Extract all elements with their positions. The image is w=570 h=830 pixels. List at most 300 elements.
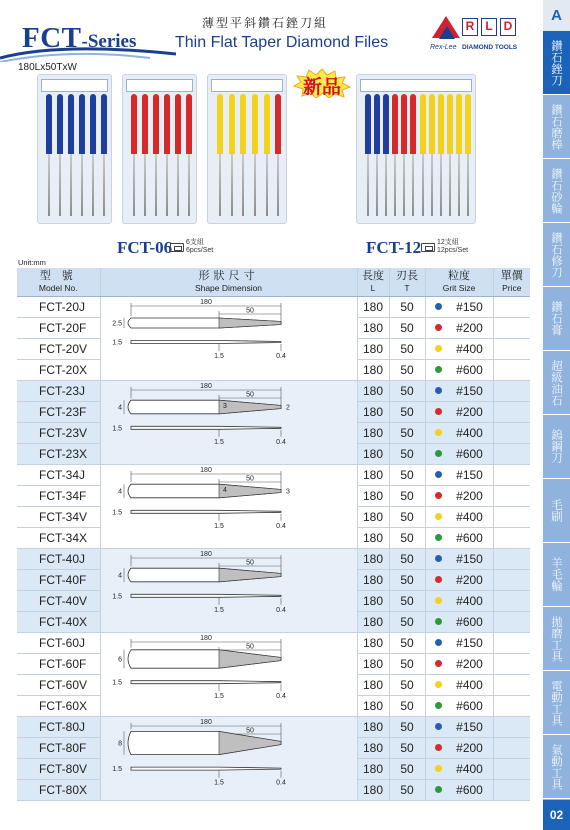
- grit-label: #600: [456, 782, 483, 797]
- file-shaft: [449, 154, 451, 216]
- file-side-view: [131, 340, 281, 343]
- file-shaft: [144, 154, 146, 216]
- grit-color-dot-icon: [435, 492, 442, 499]
- grit-value: [435, 594, 483, 608]
- grit-value: [435, 636, 483, 650]
- side-tab-item[interactable]: [543, 31, 570, 95]
- header-blade-cn: 刃長: [396, 270, 418, 283]
- price-cell: [493, 695, 530, 716]
- file-side-view: [131, 594, 281, 597]
- file-handle: [438, 94, 444, 154]
- section-letter: A: [543, 0, 570, 31]
- side-tab-label: 鑽石膏: [550, 301, 564, 336]
- dim-thickness-side-label: 1.5: [111, 424, 122, 432]
- length-cell: 180: [357, 422, 389, 443]
- grit-label: #600: [456, 362, 483, 377]
- side-tab-item[interactable]: [543, 671, 570, 735]
- product-photo: [37, 74, 112, 224]
- dim-end-label: 0.4: [275, 692, 286, 700]
- file-handle: [240, 94, 246, 154]
- file-shaft: [431, 154, 433, 216]
- unit-label: Unit:mm: [18, 258, 46, 267]
- file-handle: [175, 94, 181, 154]
- file-shaft: [467, 154, 469, 216]
- file-shaft: [385, 154, 387, 216]
- file-handle: [46, 94, 52, 154]
- set6-label: FCT-06: [117, 238, 173, 257]
- set6-qty-en: 6pcs/Set: [186, 247, 214, 254]
- file-handle: [392, 94, 398, 154]
- file-blade-area: [219, 400, 281, 414]
- length-cell: 180: [357, 779, 389, 800]
- header-shape-en: Shape Dimension: [194, 283, 263, 294]
- file-shaft: [277, 154, 279, 216]
- length-cell: 180: [357, 611, 389, 632]
- price-cell: [493, 548, 530, 569]
- blade-cell: 50: [389, 611, 425, 632]
- grit-color-dot-icon: [435, 555, 442, 562]
- dim-total-label: 180: [199, 382, 212, 390]
- model-cell: FCT-80V: [17, 758, 100, 779]
- grit-cell: [425, 758, 493, 779]
- file-shaft: [394, 154, 396, 216]
- dim-blade-label: 50: [245, 307, 254, 314]
- shape-drawing: [101, 549, 358, 633]
- side-tab-item[interactable]: [543, 543, 570, 607]
- price-cell: [493, 443, 530, 464]
- header-grit-en: Grit Size: [442, 283, 476, 294]
- side-tab-label: 鑽石磨棒: [550, 103, 564, 150]
- grit-value: [435, 363, 483, 377]
- grit-cell: [425, 359, 493, 380]
- file-handle: [429, 94, 435, 154]
- side-tab-item[interactable]: [543, 735, 570, 799]
- grit-value: [435, 552, 483, 566]
- grit-value: [435, 300, 483, 314]
- dim-thickness-side-label: 1.5: [111, 339, 122, 346]
- blade-cell: 50: [389, 380, 425, 401]
- grit-value: [435, 342, 483, 356]
- header-grit-cn: 粒度: [448, 270, 470, 283]
- grit-cell: [425, 485, 493, 506]
- blade-cell: 50: [389, 485, 425, 506]
- length-cell: 180: [357, 590, 389, 611]
- grit-value: [435, 678, 483, 692]
- file-shaft: [412, 154, 414, 216]
- grit-color-dot-icon: [435, 744, 442, 751]
- length-cell: 180: [357, 716, 389, 737]
- new-badge: [291, 68, 353, 98]
- price-cell: [493, 611, 530, 632]
- grit-color-dot-icon: [435, 618, 442, 625]
- file-shaft: [59, 154, 61, 216]
- header-shape: [100, 268, 357, 296]
- set12-qty: [437, 239, 468, 255]
- table-row: [17, 548, 530, 569]
- side-tab-label: 氣動工具: [550, 743, 564, 790]
- header-price-en: Price: [502, 283, 522, 294]
- price-cell: [493, 737, 530, 758]
- blade-cell: 50: [389, 422, 425, 443]
- grit-label: #150: [456, 467, 483, 482]
- side-tab-item[interactable]: [543, 95, 570, 159]
- file-handle: [252, 94, 258, 154]
- grit-cell: [425, 380, 493, 401]
- grit-label: #200: [456, 572, 483, 587]
- set6-qty-cn: 6支組: [186, 239, 204, 246]
- length-cell: 180: [357, 674, 389, 695]
- file-shaft: [440, 154, 442, 216]
- model-cell: FCT-20F: [17, 317, 100, 338]
- length-cell: 180: [357, 506, 389, 527]
- file-blade-area: [219, 484, 281, 498]
- grit-cell: [425, 737, 493, 758]
- table-row: [17, 716, 530, 737]
- spec-table: [17, 268, 530, 801]
- header-grit: [425, 268, 493, 296]
- grit-label: #400: [456, 677, 483, 692]
- grit-cell: [425, 338, 493, 359]
- side-tab-item[interactable]: [543, 607, 570, 671]
- grit-value: [435, 615, 483, 629]
- grit-label: #200: [456, 656, 483, 671]
- file-shaft: [266, 154, 268, 216]
- side-tab-item[interactable]: [543, 351, 570, 415]
- model-cell: FCT-60X: [17, 695, 100, 716]
- grit-value: [435, 489, 483, 503]
- file-handle: [410, 94, 416, 154]
- dim-total-label: 180: [199, 298, 212, 306]
- length-cell: 180: [357, 653, 389, 674]
- file-side-view: [131, 767, 281, 770]
- blade-cell: 50: [389, 632, 425, 653]
- length-cell: 180: [357, 569, 389, 590]
- model-cell: FCT-34J: [17, 464, 100, 485]
- file-handle: [57, 94, 63, 154]
- dim-width-label: 4: [117, 572, 122, 579]
- file-shaft: [219, 154, 221, 216]
- set12-qty-en: 12pcs/Set: [437, 247, 469, 254]
- file-shaft: [376, 154, 378, 216]
- file-handle: [101, 94, 107, 154]
- dim-thickness-label: 1.5: [213, 522, 224, 530]
- grit-label: #200: [456, 404, 483, 419]
- dim-blade-label: 50: [245, 727, 254, 734]
- logo-letters: [462, 18, 516, 36]
- length-cell: 180: [357, 317, 389, 338]
- dim-end-label: 0.4: [275, 606, 286, 614]
- logo-brand: Rex-Lee: [430, 44, 457, 51]
- file-handle: [465, 94, 471, 154]
- side-tab-label: 電動工具: [550, 679, 564, 726]
- file-handle: [365, 94, 371, 154]
- file-handle: [131, 94, 137, 154]
- grit-label: #400: [456, 341, 483, 356]
- dim-mid-label: 3: [222, 402, 227, 410]
- grit-color-dot-icon: [435, 660, 442, 667]
- side-nav: [543, 0, 570, 830]
- header-shape-cn: 形狀尺寸: [198, 270, 259, 283]
- side-tab-label: 超級油石: [550, 359, 564, 406]
- file-shaft: [92, 154, 94, 216]
- file-handle: [264, 94, 270, 154]
- set12-box-icon: [421, 243, 435, 252]
- dim-thickness-label: 1.5: [213, 352, 224, 360]
- dim-blade-label: 50: [245, 475, 254, 482]
- dim-tip-label: 3: [285, 488, 290, 495]
- blade-cell: 50: [389, 590, 425, 611]
- grit-value: [435, 720, 483, 734]
- side-tab-label: 鎢鋼刀: [550, 429, 564, 464]
- model-cell: FCT-40V: [17, 590, 100, 611]
- header-model-en: Model No.: [38, 283, 78, 294]
- grit-label: #200: [456, 740, 483, 755]
- grit-value: [435, 321, 483, 335]
- grit-value: [435, 783, 483, 797]
- price-cell: [493, 716, 530, 737]
- length-cell: 180: [357, 632, 389, 653]
- model-cell: FCT-80J: [17, 716, 100, 737]
- grit-color-dot-icon: [435, 303, 442, 310]
- shape-cell: [100, 464, 357, 548]
- price-cell: [493, 359, 530, 380]
- header-length: [357, 268, 389, 296]
- length-cell: 180: [357, 380, 389, 401]
- grit-color-dot-icon: [435, 513, 442, 520]
- price-cell: [493, 317, 530, 338]
- series-main: FCT: [22, 22, 82, 54]
- grit-color-dot-icon: [435, 387, 442, 394]
- grit-value: [435, 405, 483, 419]
- file-shaft: [177, 154, 179, 216]
- grit-value: [435, 426, 483, 440]
- grit-label: #400: [456, 425, 483, 440]
- file-shaft: [254, 154, 256, 216]
- model-cell: FCT-23V: [17, 422, 100, 443]
- dim-blade-label: 50: [245, 559, 254, 566]
- grit-color-dot-icon: [435, 786, 442, 793]
- price-cell: [493, 674, 530, 695]
- set12-qty-cn: 12支組: [437, 239, 459, 246]
- dim-blade-label: 50: [245, 643, 254, 650]
- product-photo: [356, 74, 476, 224]
- side-tab-item[interactable]: [543, 159, 570, 223]
- logo-tagline: DIAMOND TOOLS: [462, 44, 518, 51]
- grit-label: #200: [456, 320, 483, 335]
- set12-label: FCT-12: [366, 238, 422, 257]
- model-cell: FCT-40J: [17, 548, 100, 569]
- new-badge-text: 新品: [302, 77, 341, 98]
- file-shaft: [155, 154, 157, 216]
- grit-value: [435, 699, 483, 713]
- model-cell: FCT-34V: [17, 506, 100, 527]
- grit-label: #600: [456, 614, 483, 629]
- grit-value: [435, 573, 483, 587]
- file-shaft: [133, 154, 135, 216]
- grit-label: #400: [456, 509, 483, 524]
- grit-cell: [425, 590, 493, 611]
- model-cell: FCT-20V: [17, 338, 100, 359]
- grit-color-dot-icon: [435, 765, 442, 772]
- grit-cell: [425, 779, 493, 800]
- grit-cell: [425, 695, 493, 716]
- dim-width-label: 8: [117, 740, 122, 747]
- grit-label: #150: [456, 383, 483, 398]
- dim-width-label: 6: [117, 656, 122, 663]
- side-tab-label: 拋磨工具: [550, 615, 564, 662]
- dim-thickness-label: 1.5: [213, 779, 224, 787]
- dim-width-label: 2.5: [111, 320, 122, 327]
- model-cell: FCT-23F: [17, 401, 100, 422]
- side-tab-label: 鑽石銼刀: [550, 39, 564, 86]
- file-handle: [142, 94, 148, 154]
- grit-label: #200: [456, 488, 483, 503]
- file-handle: [447, 94, 453, 154]
- title-english: Thin Flat Taper Diamond Files: [175, 34, 389, 51]
- price-cell: [493, 401, 530, 422]
- dim-thickness-side-label: 1.5: [111, 592, 122, 600]
- grit-color-dot-icon: [435, 429, 442, 436]
- model-cell: FCT-34F: [17, 485, 100, 506]
- blade-cell: 50: [389, 527, 425, 548]
- grit-cell: [425, 716, 493, 737]
- header-length-en: L: [370, 283, 376, 294]
- file-blade-area: [219, 318, 281, 328]
- model-cell: FCT-60F: [17, 653, 100, 674]
- blade-cell: 50: [389, 443, 425, 464]
- package-header: [360, 79, 472, 92]
- shape-cell: [100, 296, 357, 380]
- dim-total-label: 180: [199, 718, 212, 726]
- file-handle: [275, 94, 281, 154]
- side-tab-label: 鑽石修刀: [550, 231, 564, 278]
- file-blade-area: [219, 731, 281, 754]
- shape-drawing: [101, 717, 358, 801]
- set6-qty: [186, 239, 213, 255]
- logo-letter: R: [462, 18, 478, 36]
- file-handle: [164, 94, 170, 154]
- dimension-note: 180Lx50TxW: [18, 62, 77, 73]
- length-cell: 180: [357, 527, 389, 548]
- table-row: [17, 632, 530, 653]
- grit-cell: [425, 443, 493, 464]
- package-header: [41, 79, 108, 92]
- model-cell: FCT-80X: [17, 779, 100, 800]
- dim-width-label: 4: [117, 404, 122, 411]
- page-number: 02: [543, 800, 570, 830]
- grit-color-dot-icon: [435, 366, 442, 373]
- grit-value: [435, 762, 483, 776]
- header-model: [17, 268, 100, 296]
- side-tab-item[interactable]: [543, 223, 570, 287]
- grit-value: [435, 468, 483, 482]
- price-cell: [493, 422, 530, 443]
- shape-drawing: [101, 381, 358, 465]
- length-cell: 180: [357, 737, 389, 758]
- file-handle: [374, 94, 380, 154]
- file-shaft: [242, 154, 244, 216]
- file-handle: [401, 94, 407, 154]
- grit-cell: [425, 569, 493, 590]
- blade-cell: 50: [389, 758, 425, 779]
- grit-label: #600: [456, 698, 483, 713]
- grit-cell: [425, 317, 493, 338]
- model-cell: FCT-20J: [17, 296, 100, 317]
- grit-label: #150: [456, 719, 483, 734]
- side-tab-label: 毛刷: [550, 499, 564, 522]
- blade-cell: 50: [389, 338, 425, 359]
- file-shaft: [231, 154, 233, 216]
- shape-drawing: [101, 297, 358, 381]
- dim-total-label: 180: [199, 634, 212, 642]
- grit-value: [435, 657, 483, 671]
- blade-cell: 50: [389, 716, 425, 737]
- grit-color-dot-icon: [435, 702, 442, 709]
- file-side-view: [131, 426, 281, 429]
- grit-color-dot-icon: [435, 450, 442, 457]
- model-cell: FCT-23X: [17, 443, 100, 464]
- product-photo: [207, 74, 287, 224]
- price-cell: [493, 653, 530, 674]
- file-shaft: [403, 154, 405, 216]
- grit-color-dot-icon: [435, 681, 442, 688]
- side-tab-item[interactable]: [543, 415, 570, 479]
- grit-value: [435, 741, 483, 755]
- blade-cell: 50: [389, 695, 425, 716]
- shape-cell: [100, 632, 357, 716]
- file-handle: [217, 94, 223, 154]
- grit-cell: [425, 422, 493, 443]
- price-cell: [493, 632, 530, 653]
- file-side-view: [131, 510, 281, 513]
- blade-cell: 50: [389, 779, 425, 800]
- grit-cell: [425, 632, 493, 653]
- file-handle: [68, 94, 74, 154]
- dim-width-label: 4: [117, 488, 122, 495]
- dim-mid-label: 4: [222, 486, 227, 494]
- grit-cell: [425, 674, 493, 695]
- dim-end-label: 0.4: [275, 438, 286, 446]
- grit-label: #600: [456, 446, 483, 461]
- blade-cell: 50: [389, 569, 425, 590]
- model-cell: FCT-34X: [17, 527, 100, 548]
- grit-color-dot-icon: [435, 345, 442, 352]
- header-blade: [389, 268, 425, 296]
- table-row: [17, 464, 530, 485]
- length-cell: 180: [357, 464, 389, 485]
- file-handle: [456, 94, 462, 154]
- dim-thickness-label: 1.5: [213, 606, 224, 614]
- dim-thickness-side-label: 1.5: [111, 765, 122, 773]
- set6-box-icon: [170, 243, 184, 252]
- grit-color-dot-icon: [435, 576, 442, 583]
- grit-cell: [425, 548, 493, 569]
- grit-cell: [425, 296, 493, 317]
- side-tab-item[interactable]: [543, 479, 570, 543]
- price-cell: [493, 758, 530, 779]
- file-shaft: [70, 154, 72, 216]
- price-cell: [493, 296, 530, 317]
- file-handle: [153, 94, 159, 154]
- length-cell: 180: [357, 338, 389, 359]
- side-tab-item[interactable]: [543, 287, 570, 351]
- blade-cell: 50: [389, 401, 425, 422]
- file-shaft: [103, 154, 105, 216]
- length-cell: 180: [357, 359, 389, 380]
- price-cell: [493, 464, 530, 485]
- file-handle: [90, 94, 96, 154]
- model-cell: FCT-80F: [17, 737, 100, 758]
